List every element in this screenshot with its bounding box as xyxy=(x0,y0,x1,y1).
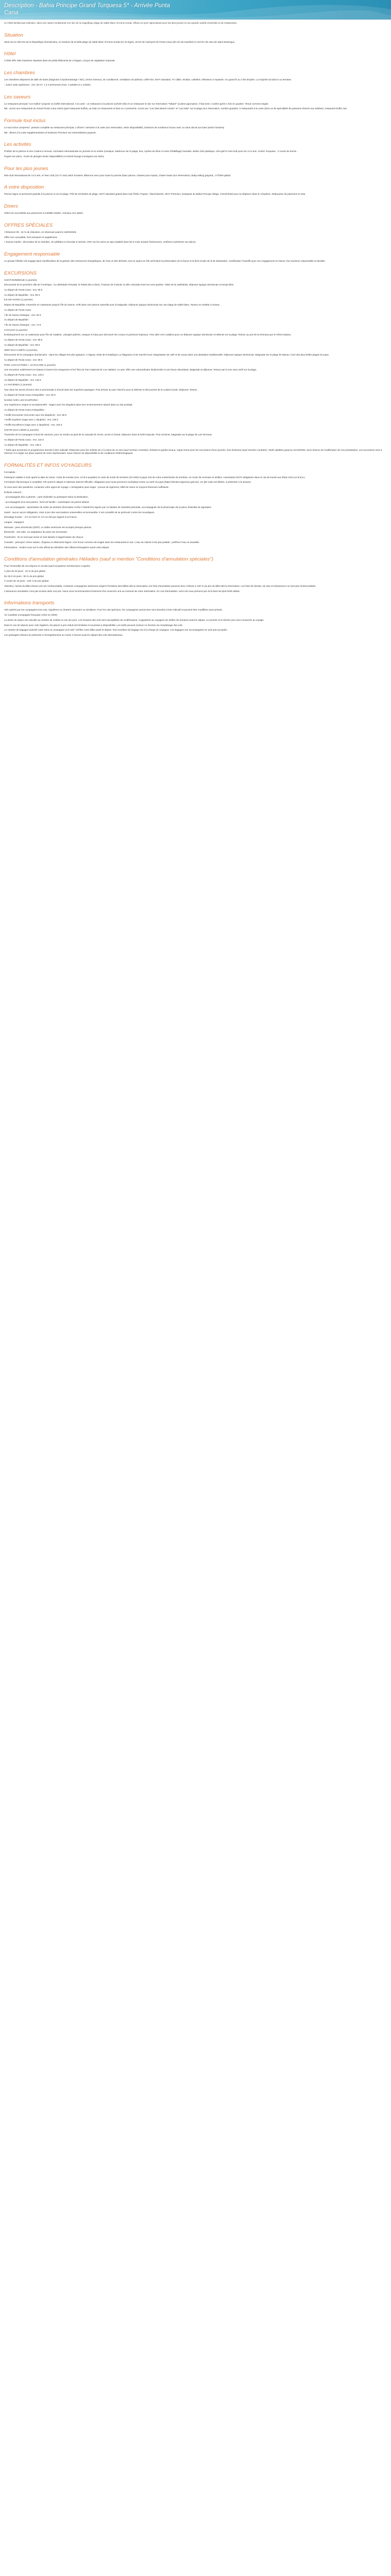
section-title: Conditions d'annulation générales Héliades (sauf si mention "Conditions d'annulation spéciales") xyxy=(4,556,214,563)
section-paragraph: Une excursion entièrement en bateau à travers les mangroves et les îlots du Parc National de Los Haitises. Le parc offre une extraordinaire biodiversité et une faune abondante. Baignade et déjeuner. Retour par la mer avec arrêt sur la plage. xyxy=(4,368,257,371)
section-paragraph: Au départ de Bayahibe : env. 88 € xyxy=(4,343,40,346)
section-paragraph: Les chambres disposent de salle de bains (baignoire à hydromassage / WC), sèche-cheveux, air conditionné, ventilateur de plafond, coffre-fort, Wi-Fi standard, TV câble, minibar, cafetière, téléviseur à repasser. Un grand lit ou 2 lits simples. La majorité du balcon ou terrasse. xyxy=(4,78,292,81)
section-paragraph: • Réservez tôt : 15 % de réduction, en réservant avant le 15/03/2026. xyxy=(4,230,77,233)
section-paragraph: Offre non cumulable, hors transport et supplément. xyxy=(4,235,58,239)
section-paragraph: Au départ de Punta Cana : env. 132 € xyxy=(4,438,44,442)
section-title: Pour les plus jeunes xyxy=(4,165,48,172)
section-paragraph: Départ de Bayahibe, traversée en catamaran jusqu'à l'île de Saona. Arrêt dans une piscine naturelle pour la baignade. Déjeuner typique dominicain sur une plage de sable blanc. Retour en vedette à moteur. xyxy=(4,303,220,307)
section-paragraph: • Île de Saona classique : env. 82 € xyxy=(4,313,41,316)
section-paragraph: Le restaurant principal "Los Gallos" propose un buffet international. A la carte : un restaurant à la piscine (12h30-15h) et un restaurant le soir sur réservation "Tabaré" (cuisine japonaise). Il faut tenir 1 soirée après 1 fois en quartier. Tenue correcte exigée. xyxy=(4,102,269,105)
section-paragraph: Le nombre de bagages autorisé varie selon la compagnie et le tarif. Vérifiez votre billet avant le départ. Tout excédent de bagage est à la charge du voyageur. Les bagages non accompagnés ne sont pas acceptés. xyxy=(4,629,228,632)
section-paragraph: Santé : aucun vaccin obligatoire, mise à jour des vaccinations universelles recommandée. Il est conseillé de se prémunir contre les moustiques. xyxy=(4,511,155,514)
section-paragraph: L'hôtel offre 368 chambres réparties dans de petits bâtiments de 3 étages, conçus de végétation tropicale. xyxy=(4,59,116,62)
section-title: FORMALITÉS ET INFOS VOYAGEURS xyxy=(4,462,92,468)
page-title-line-2: Cana xyxy=(4,10,19,16)
section-title: Engagement responsable xyxy=(4,251,60,257)
section-paragraph: NB : accès aux restaurants du Grand Punta Cana voisin (quel restaurant buffet), au total 14 restaurants et bars en 4 premiers). Accès aux "Las Olas Beach House" et "Las Islas" sur la plage (sur réservation, nombre gratuite). 5 restaurants à la carte (dont un de spécialités de poissons réservé aux adultes), restaurant buffet, bar. xyxy=(4,107,348,110)
section-paragraph: Pourboires : ils ne sont pas inclus et sont laissés à l'appréciation de chacun. xyxy=(4,536,84,539)
section-title: Informations transports xyxy=(4,600,55,606)
section-paragraph: - accompagnés des 2 parents : carte d'identité ou passeport selon la destination. xyxy=(4,496,89,499)
section-title: Hôtel xyxy=(4,51,16,57)
page-title xyxy=(0,0,391,16)
section-paragraph: Au départ de Punta Cana : env. 145 € xyxy=(4,374,44,377)
section-paragraph: De 30 à 15 jours : 50 % du prix global xyxy=(4,574,44,578)
section-paragraph: Au départ de Punta Cana et Bayahibe : xyxy=(4,408,45,411)
section-title: Les chambres xyxy=(4,70,35,76)
section-paragraph: Formulaire électronique à compléter 72h avant le départ à l'adresse internet officielle, obligatoire pour toute personne souhaitant entrer ou sortir du pays (https://eticket.migracion.gob.do). Un QR code est délivré, à présenter à la douane. xyxy=(4,481,252,484)
section-paragraph: ÎLE DE SAONA (1 journée) xyxy=(4,298,33,301)
section-paragraph: - non accompagnés : autorisation de sortie du territoire (formulaire Cerfa n°15646*01) signée par un titulaire de l'autorité parentale, accompagnée de la photocopie de la pièce d'identité du signataire. xyxy=(4,505,212,509)
section-paragraph: SAFARI ECO LIMÓN (1 journée) xyxy=(4,428,39,431)
section-paragraph: Découverte de la campagne dominicaine : dans les villages les plus typiques. A Higuey, visite de la basilique La Altagracia et du marché local. Dégustation de café et de cacao dans une plantation traditionnelle. Déjeuner typique dominicain. Baignade sur la plage de Macao, l'une des plus belles plages du pays. xyxy=(4,353,330,357)
section-paragraph: NAGEZ AVEC LES DAUPHINS ! xyxy=(4,398,39,401)
section-title: Les activités xyxy=(4,142,31,148)
section-paragraph: Les passagers doivent se présenter à l'enregistrement au moins 3 heures avant le départ des vols internationaux. xyxy=(4,633,123,636)
section-paragraph: SAINT-DOMINGUE (1 journée) xyxy=(4,278,37,281)
section-paragraph: Profitez de la piscine et ses 2 bains à remous. Animation internationale en journée et en soirée (musique, barbecue sur la plage, bus, Aprèss de dîner et soirs d'habillage) Karaoké, atelier d'art plastique, mini-golf et mini-club pour les 4-12 ans. Centre Turquesa : 2 courts de tennis... xyxy=(4,150,298,153)
section-paragraph: Pour l'ensemble de nos séjours et circuits (sauf exceptions mentionnées ci-après) : xyxy=(4,565,91,568)
section-title: Les saveurs xyxy=(4,94,31,100)
intro-text: Un hôtel familial pas ordinaire, dans une nature exubérante non loin de la magnifique plage de sable blanc d'Arena Gorda, offrant un pure rajeunissant pour les plus jeunes et une grande variété d'activités et de restauration. xyxy=(4,22,238,24)
section-paragraph: Si vous avez des questions, contactez votre agent de voyage. L'immigration peut exiger : preuve de logement, billet de retour et moyens financiers suffisants. xyxy=(4,486,169,489)
section-title: EXCURSIONS xyxy=(4,270,37,276)
section-paragraph: Situé sur la côte Est de la République Dominicaine, en bordure de la belle plage de sable blanc d'Arena Gorda (en 2e ligne), 25 km de l'aéroport de Punta Cana (30 min de transfert) et 110 km de celui de Saint-Domingue. xyxy=(4,40,235,43)
section-paragraph: Découverte de la première ville de l'Amérique : la cathédrale Primada, le Palais des Colons, l'Alcazar de Colomb, la ville coloniale entre les rues pavées. Visite de la cathédrale, déjeuner typique dominicain et temps libre. xyxy=(4,283,234,286)
section-paragraph: Décalage horaire : -5 h en hiver et -6 h en été par rapport à la France. xyxy=(4,516,77,519)
section-paragraph: Formalités : xyxy=(4,470,17,473)
section-title: Situation xyxy=(4,32,23,38)
section-paragraph: Vols opérés par les compagnies low-cost, régulières ou charters suivantes ou similaires. Pour les vols spéciaux, les compagnies annoncées sont données à titre indicatif et peuvent être modifiées sans préavis. xyxy=(4,608,223,612)
section-paragraph: Informations : rendez-vous sur le site officiel du Ministère des Affaires Étrangères avant votre départ. xyxy=(4,546,110,549)
section-paragraph: Le groupe hôtelier est engagé dans l'amélioration de la gestion des ressources énergétiques, de l'eau et des déchets, tout en ayant un rôle actif dans la préservation de la faune et la flore locale de la de destination. Certification Travelife pour son engagement en faveur d'un tourisme responsable et durable. xyxy=(4,259,325,262)
section-paragraph: Air Caraïbes (compagnie française créée en 2000) xyxy=(4,614,57,617)
section-paragraph: PARC LOS HAITISES + LE RACARE (1 journée) xyxy=(4,363,56,366)
section-paragraph: - accompagnés d'un seul parent : livret de famille + autorisation du parent absent. xyxy=(4,501,90,504)
section-paragraph: • Dolfin Encounter (rencontre avec les dauphins) : env. 95 € xyxy=(4,413,67,416)
section-paragraph: Au départ de Punta Cana et Bayahibe : env. 60 € xyxy=(4,393,56,396)
section-paragraph: Électricité : 110 volts. Un adaptateur de prise est nécessaire. xyxy=(4,531,68,534)
description-content xyxy=(0,20,391,637)
section-paragraph: NB : dîners à la carte supplémentaires et boissons Premium sur intermédiaires payants. xyxy=(4,131,96,134)
section-paragraph: À moins de 15 jours : 100 % du prix global xyxy=(4,580,49,583)
section-paragraph: Au départ de Bayahibe : env. 135 € xyxy=(4,443,41,446)
page-title-line-1: Description - Bahia Principe Grand Turquesa 5* - Arrivée Punta xyxy=(4,3,170,9)
section-paragraph: Piscine lagon et personnel gratuits à la piscine et sur la plage. Prêt de serviettes de plage. Wi-Fi standard gratuit dans tout l'hôtel. Payant : blanchisserie, Wi-Fi Premium, boutiques du Bahia Principe village. Victorinhotel pour se déplacer dans le complexe. Dédouaner de paiement et Visa. xyxy=(4,193,306,196)
section-paragraph: * Tarifs (par personne) et programmes donnés à titre indicatif. Réduction pour les enfants de 2 à moins de 12 ans (sauf mention contraire). Enfants et guides locaux, repas inclus pour les excursions d'une journée, hors boissons (sauf mention contraire). Tarifs valables jusqu'au 31/10/2026, sous réserve de modification de nos prestataires. Les excursions sont à réserver et à régler sur place auprès de notre représentant. Sous réserve de disponibilité et de conditions météorologiques. xyxy=(4,448,382,455)
section-paragraph: Au départ de Bayahibe : env. 145 € xyxy=(4,378,41,381)
section-paragraph: Le tout inclus comprend : pension complète au restaurant principal, 2 dîners / semaine à la carte (sur réservation, selon disponibilité), boissons de nombreux locaux avec ou sans alcool aux bars (selon horaires). xyxy=(4,126,225,129)
section-paragraph: - Junior suite supérieure : env. 63 m², 1 à 4 personnes (max. 3 adultes et 1 enfant). xyxy=(4,83,91,86)
section-paragraph: Conseils : prévoyez crème solaire, chapeau et vêtements légers. Une tenue correcte est exigée dans les restaurants le soir. L'eau du robinet n'est pas potable ; préférez l'eau en bouteille. xyxy=(4,540,200,544)
section-paragraph: JEEP ECO CAMPO (1 journée) xyxy=(4,348,38,351)
section-paragraph: Hôtel non accessible aux personnes à mobilité réduite. Animaux non admis. xyxy=(4,212,84,215)
section-paragraph: CATALINA (1 journée) xyxy=(4,328,28,331)
section-paragraph: LA HACIENDA (1 journée) xyxy=(4,383,32,386)
section-paragraph: Monnaie : peso dominicain (DOP). Le dollar américain est accepté presque partout. xyxy=(4,526,92,529)
section-paragraph: Langue : espagnol. xyxy=(4,521,25,523)
section-paragraph: Au départ de Punta Cana : env. 95 € xyxy=(4,289,43,292)
section-paragraph: • Île de Saona classique : env. 73 € xyxy=(4,323,41,326)
section-paragraph: Payant sur place : école de plongée (selon disponibilité) et vertical lounge (consignes sur sites). xyxy=(4,155,105,158)
section-paragraph: Au départ de Punta Cana : xyxy=(4,308,32,311)
section-paragraph: L'assurance annulation n'est pas incluse dans nos prix. Nous vous recommandons fortement d'en souscrire une au moment de votre réservation. En cas d'annulation, merci de nous prévenir par écrit dans les plus brefs délais. xyxy=(4,589,240,592)
section-paragraph: Tour dans les serres d'Uvero Alto et promenade à cheval dans les superbes paysages. Puis arrivée au parc Rancho pour la détente et découverte de la cuisine locale. Déjeuner. Retour. xyxy=(4,388,198,392)
section-paragraph: Au départ de Punta Cana : env. 98 € xyxy=(4,338,43,342)
section-paragraph: Au départ de Bayahibe : env. 85 € xyxy=(4,293,40,296)
section-paragraph: Attention, l'achat du billet d'avion est non remboursable. Certaines compagnies aériennes exigent l'émission des billets dès la réservation, les frais d'annulation peuvent donc s'élever à 100 % du prix du billet dès la réservation. Les frais de dossier, de visa et d'assurance ne sont pas remboursables. xyxy=(4,585,316,588)
section-paragraph: Mini-club international de 4-12 ans, et Teen club (13-17 ans) selon horaires. Biberons avec pour toute la journée (bain piscine, chaises pour repas), chaise haute (sur réservation). Baby-sitting (payant) ; à l'hôtel global. xyxy=(4,174,231,177)
section-paragraph: Enfants mineurs : xyxy=(4,490,23,494)
section-paragraph: Passeport valable 6 mois après la date du retour. Carte de touriste (env. 10 $ à acquitter) et carte de sortie de territoire (20 USD) à payer lors de votre entrée/sortie du territoire, se munir de monnaie en dollars. Autorisation ESTA obligatoire dans le cas de transit aux États-Unis (14 $ env.). xyxy=(4,476,305,479)
section-paragraph: Au départ de Bayahibe : xyxy=(4,318,30,321)
section-title: A votre disposition xyxy=(4,184,44,191)
section-title: Divers xyxy=(4,204,18,210)
section-paragraph: Embarquement sur un catamaran pour l'île de Catalina : plongée palmes, masque et tuba pour découvrir les coraux et poissons tropicaux. Pour aller vers Catalina pour un déjeuner typique dominicain et détente sur la plage. Retour au port de la Romana par le même bateau. xyxy=(4,333,291,336)
section-paragraph: • Dolfin Explorer (nage avec 1 dauphin) : env. 125 € xyxy=(4,418,58,421)
section-paragraph: • Dolfin Excellence (nage avec 2 dauphins) : env. 164 € xyxy=(4,423,62,427)
page-header xyxy=(0,0,391,20)
section-paragraph: Dans le cas de séjours avec vols réguliers, les places à prix réduit sont limitées et soumises à disponibilité. Les tarifs peuvent évoluer en fonction du remplissage des vols. xyxy=(4,623,183,626)
section-title: Formule tout inclus xyxy=(4,117,46,124)
section-paragraph: Une expérience unique et exceptionnelle : Nagez avec les dauphins dans leur environnement naturel dans un site protégé. xyxy=(4,403,133,406)
section-title: OFFRES SPÉCIALES xyxy=(4,222,53,228)
section-paragraph: Au départ de Punta Cana : env. 95 € xyxy=(4,358,43,361)
section-paragraph: • Jeunes mariés : décoration de la chambre, vin pétillant et chocolat à l'arrivée, 20% sur les soins au Spa (valable dans les 6 mois suivant l'événement, certificat à présenter sur place). xyxy=(4,241,197,244)
section-paragraph: Traversée de la Campagne à bord de camions, pour se rendre au pied de la cascade El Limón, accès à cheval. Déjeuner dans la forêt tropicale. Pour terminer, baignade sur la plage de Las Terrenas. xyxy=(4,433,213,436)
section-paragraph: La durée du séjour est calculée au nombre de nuitées et non de jours. Les horaires des vols sont susceptibles de modifications, il appartient au voyageur de vérifier les horaires avant le départ. Le premier et le dernier jour sont consacrés au voyage. xyxy=(4,618,265,621)
section-paragraph: À plus de 30 jours : 15 % du prix global xyxy=(4,569,45,572)
